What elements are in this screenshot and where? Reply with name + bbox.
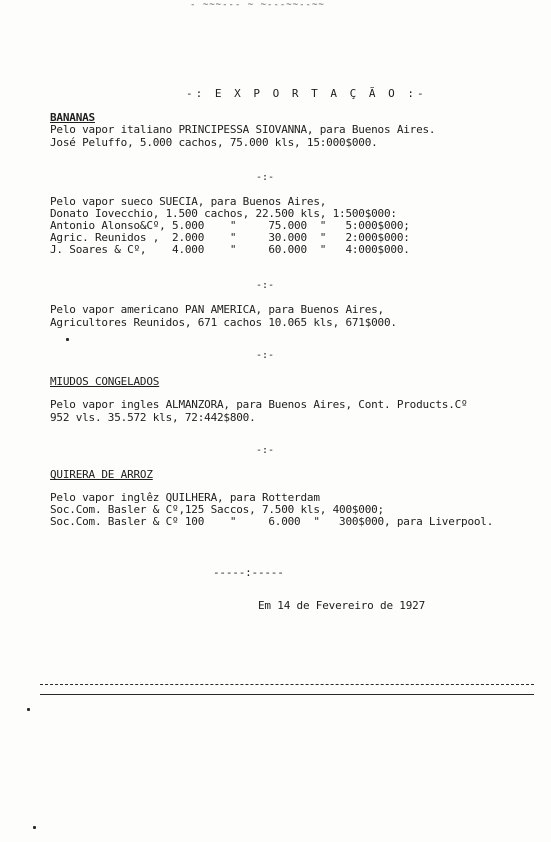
heading-quirera-de-arroz: QUIRERA DE ARROZ (50, 468, 153, 481)
pan-america-line-1: Pelo vapor americano PAN AMERICA, para Buenos Aires, (50, 303, 384, 316)
document-date: Em 14 de Fevereiro de 1927 (258, 599, 425, 612)
separator-3: -:- (256, 350, 275, 361)
congelados-line-1: Pelo vapor ingles ALMANZORA, para Buenos Aires, Cont. Products.Cº (50, 398, 468, 411)
page-title: -: E X P O R T A Ç Ã O :- (186, 87, 427, 100)
separator-1: -:- (256, 172, 275, 183)
stray-mark (66, 338, 69, 341)
end-mark: -----:----- (213, 566, 284, 579)
separator-4: -:- (256, 445, 275, 456)
congelados-line-2: 952 vls. 35.572 kls, 72:442$800. (50, 411, 256, 424)
suecia-line-4: Agric. Reunidos , 2.000 " 30.000 " 2:000$000: (50, 231, 410, 244)
bottom-rule-1 (40, 684, 534, 685)
stray-mark (27, 708, 30, 711)
quirera-line-3: Soc.Com. Basler & Cº 100 " 6.000 " 300$000, para Liverpool. (50, 515, 494, 528)
bananas-line-1: Pelo vapor italiano PRINCIPESSA SIOVANNA, para Buenos Aires. (50, 123, 436, 136)
suecia-line-5: J. Soares & Cº, 4.000 " 60.000 " 4:000$000. (50, 243, 410, 256)
quirera-line-2: Soc.Com. Basler & Cº,125 Saccos, 7.500 kls, 400$000; (50, 503, 384, 516)
heading-bananas: BANANAS (50, 111, 95, 124)
quirera-line-1: Pelo vapor inglêz QUILHERA, para Rotterdam (50, 491, 320, 504)
pan-america-line-2: Agricultores Reunidos, 671 cachos 10.065 kls, 671$000. (50, 316, 397, 329)
bananas-line-2: José Peluffo, 5.000 cachos, 75.000 kls, 15:000$000. (50, 136, 378, 149)
suecia-line-1: Pelo vapor sueco SUECIA, para Buenos Aires, (50, 195, 327, 208)
suecia-line-2: Donato Iovecchio, 1.500 cachos, 22.500 kls, 1:500$000: (50, 207, 397, 220)
bottom-rule-2 (40, 694, 534, 695)
stray-mark (33, 826, 36, 829)
heading-miudos-congelados: MIUDOS CONGELADOS (50, 375, 160, 388)
suecia-line-3: Antonio Alonso&Cº, 5.000 " 75.000 " 5:000$000; (50, 219, 410, 232)
separator-2: -:- (256, 280, 275, 291)
top-edge-marks: - ~~~--- ~ ~---~~--~~ (190, 0, 325, 10)
